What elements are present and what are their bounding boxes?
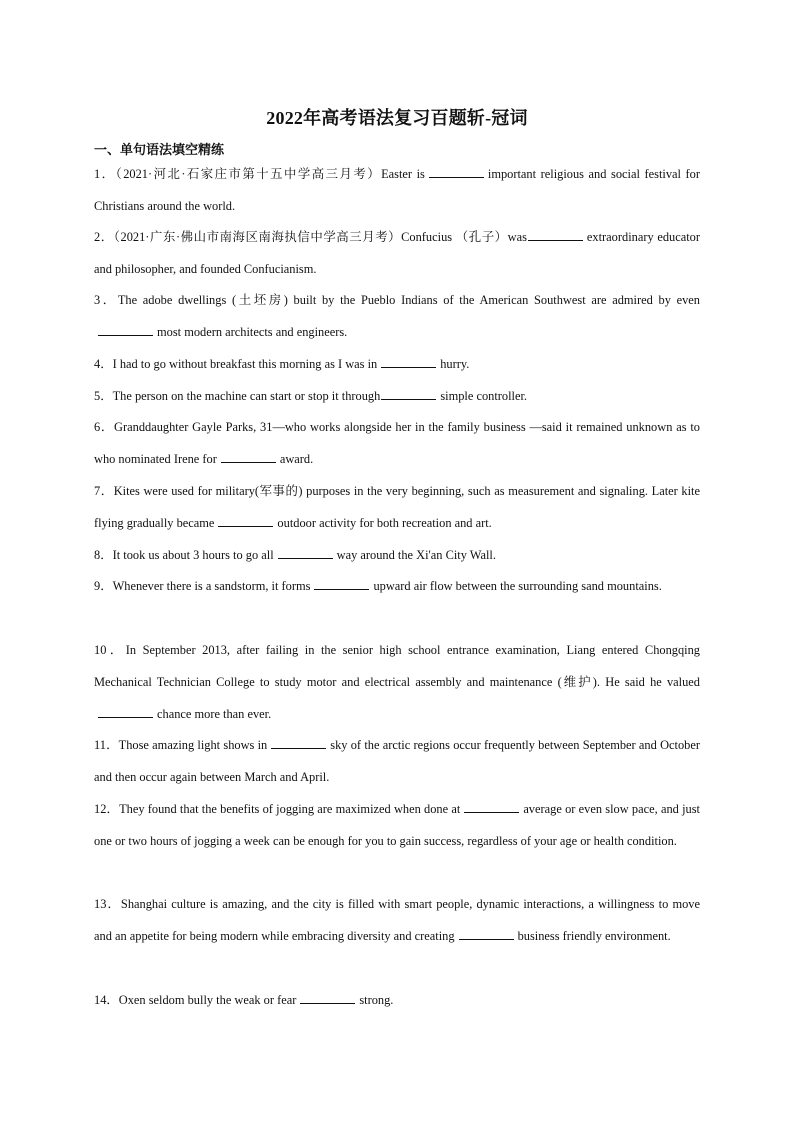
answer-blank[interactable] [314,577,369,590]
question-text: It took us about 3 hours to go all [112,548,274,562]
question-text: average or even slow pace, and just one or two hours of jogging a week can be enough for you to gain success, regardless of your age or health condition. [94,802,700,848]
question-number: 14． [94,993,119,1007]
question-text: The adobe dwellings (土坯房) built by the Pueblo Indians of the American Southwest are admired by even [117,293,700,307]
question-5 [94,381,700,413]
question-text: chance more than ever. [157,706,272,721]
question-number: 9． [94,579,113,593]
question-14 [94,985,700,1017]
question-text: They found that the benefits of jogging are maximized when done at [119,802,461,816]
question-number: 4． [94,357,113,371]
question-3 [94,285,700,349]
answer-blank[interactable] [381,355,436,368]
question-text: extraordinary educator and philosopher, and founded Confucianism. [94,230,700,276]
question-6 [94,412,700,476]
question-11 [94,730,700,794]
question-number: 3． [94,293,118,307]
question-text: In September 2013, after failing in the senior high school entrance examination, Liang entered Chongqing Mechanical Technician College to study motor and electrical assembly and maintenance (维护). He said he valued [94,643,701,689]
question-8 [94,540,700,572]
section-heading: 一、单句语法填空精练 [94,142,225,157]
question-13 [94,889,700,953]
question-text: upward air flow between the surrounding sand mountains. [373,579,662,593]
question-number: 1． [94,167,116,181]
question-text: strong. [359,993,394,1007]
question-text: business friendly environment. [517,928,671,943]
question-12 [94,794,700,858]
answer-blank[interactable] [271,736,326,749]
question-number: 11． [94,738,119,752]
question-text: award. [279,451,314,466]
question-9 [94,571,700,603]
question-4 [94,349,700,381]
question-text: Those amazing light shows in [118,738,268,752]
question-text: hurry. [440,357,470,371]
question-number: 7． [94,484,114,498]
question-text: way around the Xi'an City Wall. [336,548,496,562]
question-text: simple controller. [440,389,528,403]
question-1 [94,159,700,223]
question-text: Kites were used for military(军事的) purposes in the very beginning, such as measurement and signaling. Later kite flying gradually became [94,484,700,530]
question-number: 12． [94,802,120,816]
question-2 [94,222,700,286]
answer-blank[interactable] [300,991,355,1004]
question-number: 10． [94,643,126,657]
question-text: outdoor activity for both recreation and art. [277,515,492,530]
question-number: 5． [94,389,113,403]
question-text: sky of the arctic regions occur frequently between September and October and then occur again between March and April. [94,738,700,784]
question-number: 2． [94,230,114,244]
question-7 [94,476,700,540]
question-text: most modern architects and engineers. [157,324,348,339]
answer-blank[interactable] [98,705,153,718]
question-text: （2021·广东·佛山市南海区南海执信中学高三月考）Confucius （孔子）was [113,230,527,244]
answer-blank[interactable] [459,927,514,940]
question-text: The person on the machine can start or stop it through [112,389,381,403]
question-text: Shanghai culture is amazing, and the city is filled with smart people, dynamic interactions, a willingness to move and an appetite for being modern while embracing diversity and creating [94,897,700,943]
question-text: I had to go without breakfast this morning as I was in [112,357,378,371]
question-text: Oxen seldom bully the weak or fear [118,993,297,1007]
answer-blank[interactable] [381,387,436,400]
answer-blank[interactable] [221,450,276,463]
answer-blank[interactable] [528,228,583,241]
question-10 [94,635,700,730]
question-text: Whenever there is a sandstorm, it forms [112,579,311,593]
question-number: 8． [94,548,113,562]
question-text: important religious and social festival for Christians around the world. [94,167,700,213]
answer-blank[interactable] [278,546,333,559]
question-text: Granddaughter Gayle Parks, 31—who works alongside her in the family business —said it remained unknown as to who nominated Irene for [94,420,700,466]
answer-blank[interactable] [218,514,273,527]
question-number: 6． [94,420,115,434]
question-number: 13． [94,897,121,911]
answer-blank[interactable] [464,800,519,813]
document-title: 2022年高考语法复习百题斩-冠词 [266,108,528,128]
answer-blank[interactable] [98,323,153,336]
answer-blank[interactable] [429,165,484,178]
question-text: （2021·河北·石家庄市第十五中学高三月考）Easter is [115,167,425,181]
